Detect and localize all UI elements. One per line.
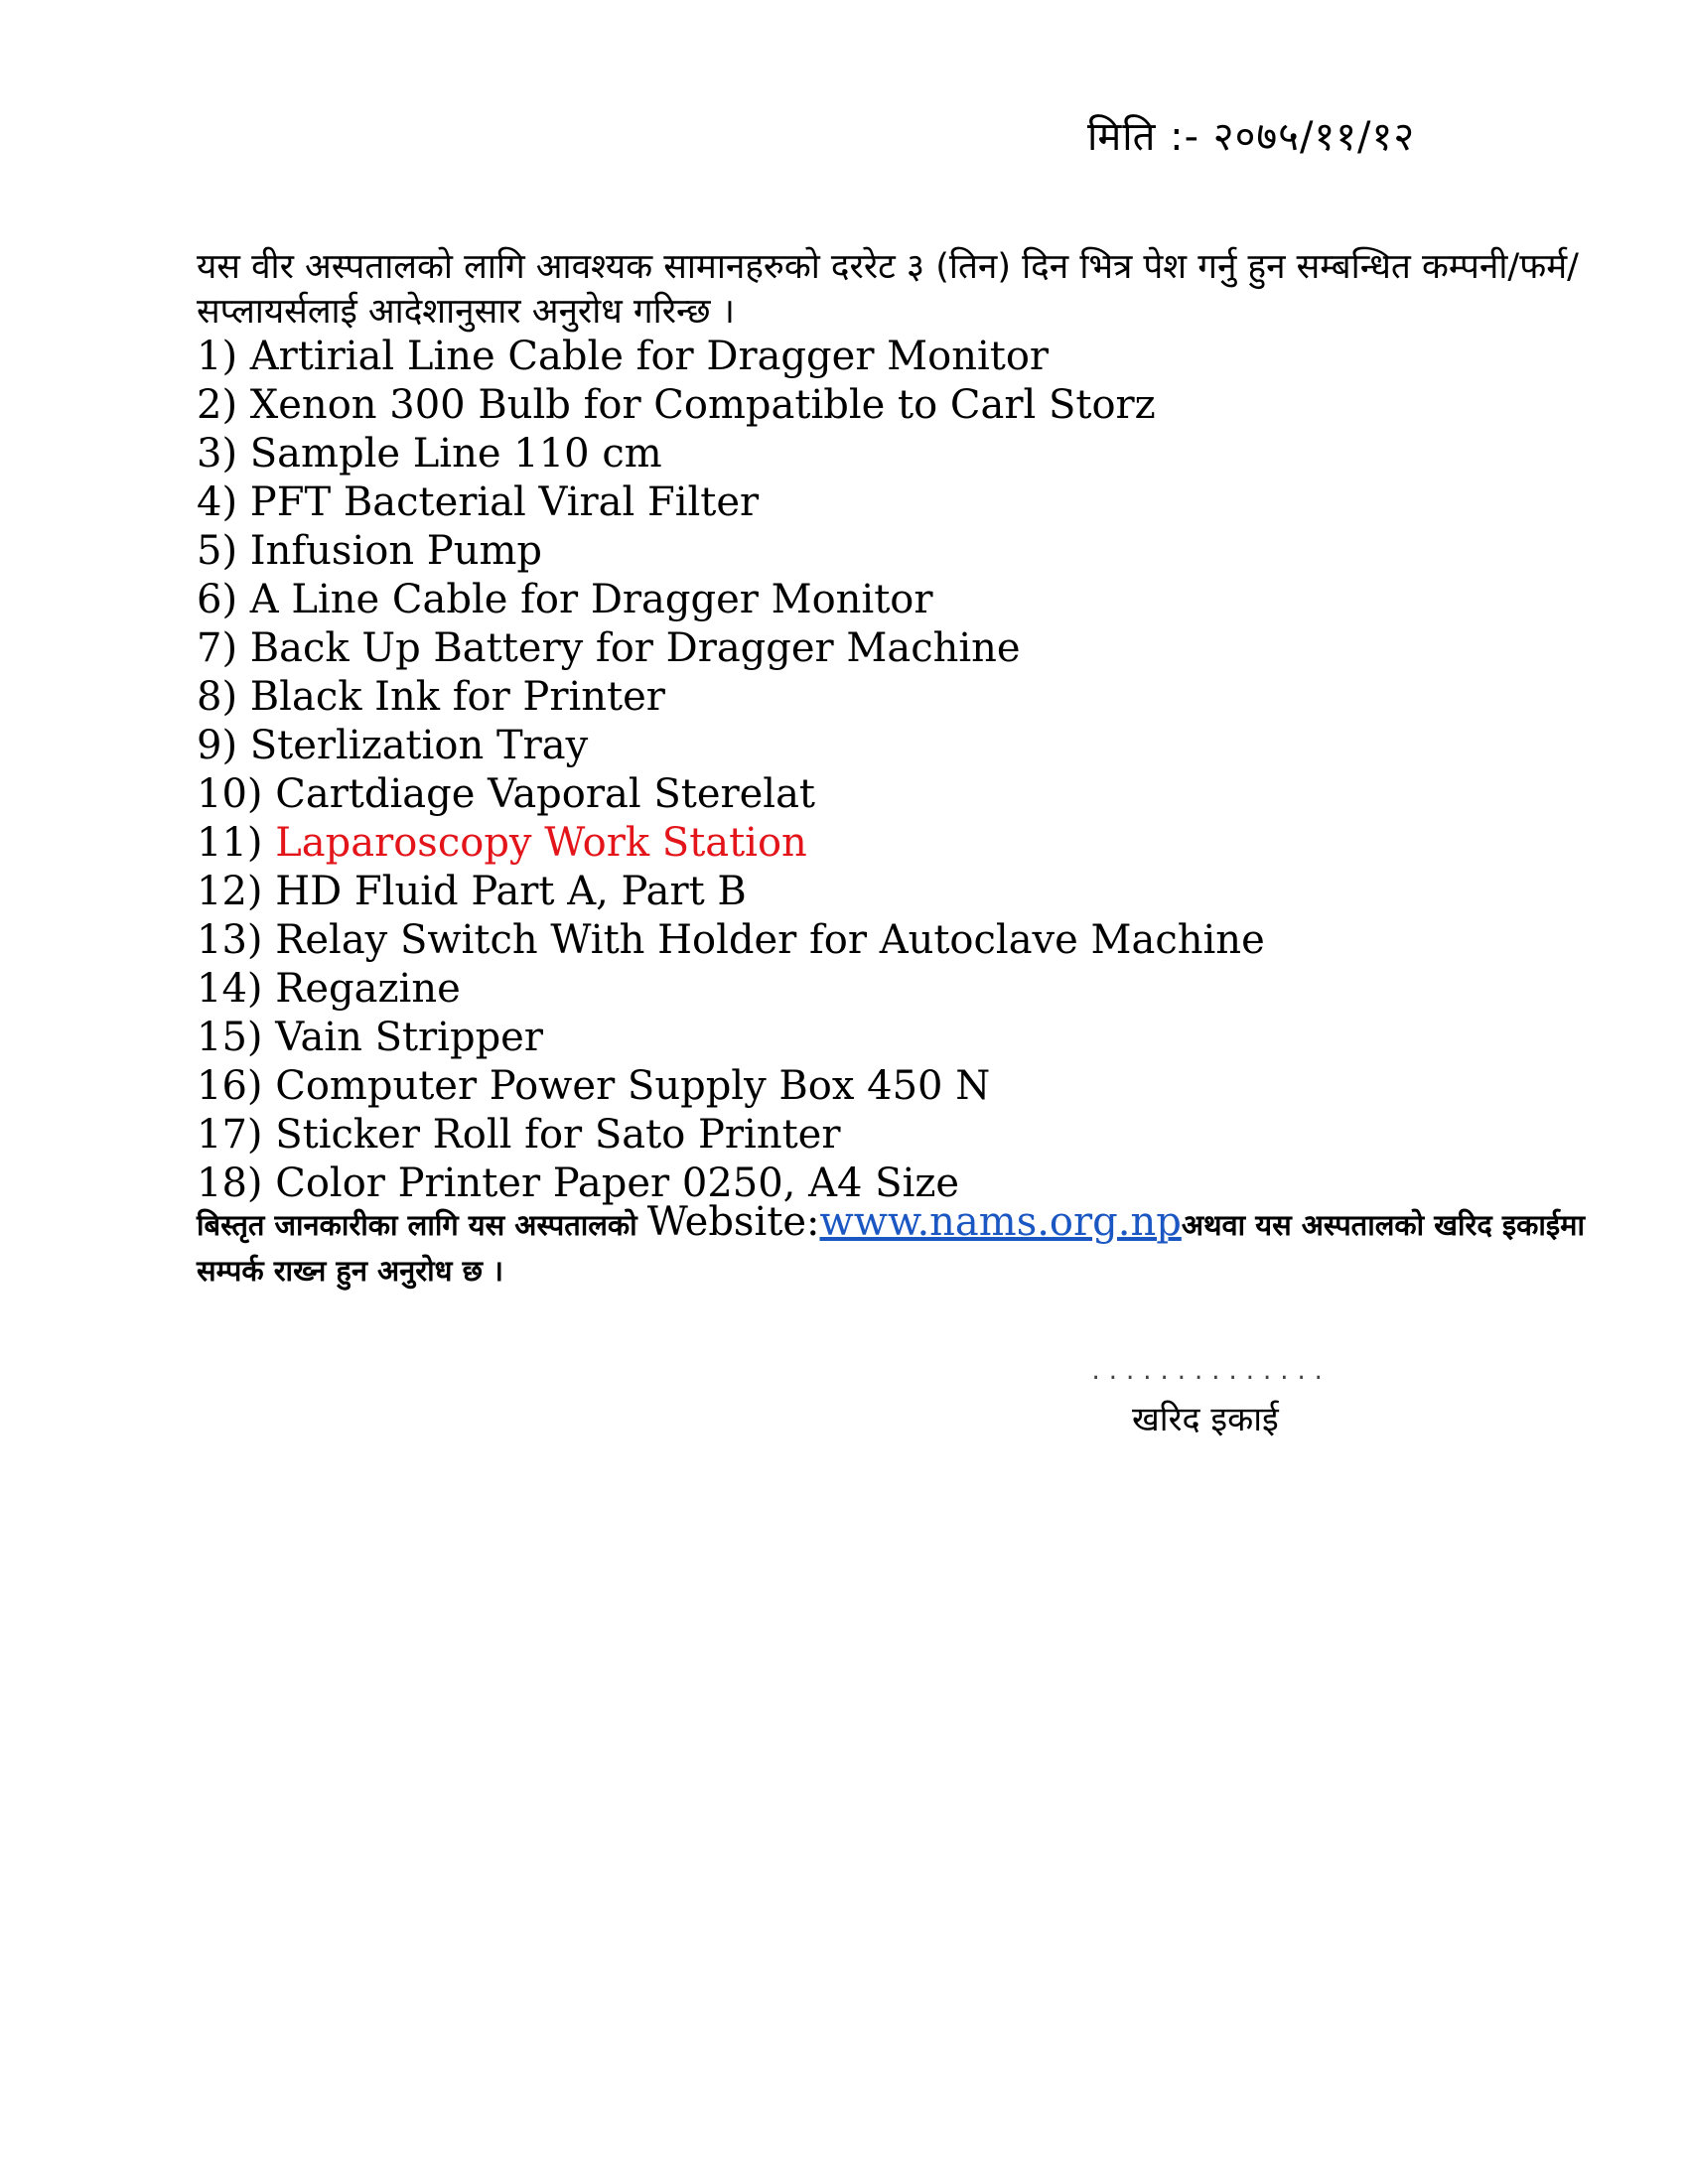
date-line: मिति :- २०७५/११/१२	[1087, 114, 1416, 160]
list-item: 16) Computer Power Supply Box 450 N	[197, 1063, 991, 1109]
intro-paragraph: यस वीर अस्पतालको लागि आवश्यक सामानहरुको दररेट ३ (तिन) दिन भित्र पेश गर्नु हुन सम्बन्धित कम्पनी/फर्म/सप्लायर्सलाई आदेशानुसार अनुरोध गरिन्छ ।	[197, 247, 1579, 332]
list-item-highlighted: 11) Laparoscopy Work Station	[197, 820, 807, 866]
list-item: 5) Infusion Pump	[197, 528, 542, 574]
list-item: 10) Cartdiage Vaporal Sterelat	[197, 771, 816, 817]
footer-note	[197, 1199, 1587, 1294]
list-item: 2) Xenon 300 Bulb for Compatible to Carl Storz	[197, 382, 1156, 428]
list-item: 14) Regazine	[197, 966, 461, 1012]
list-item: 7) Back Up Battery for Dragger Machine	[197, 625, 1021, 671]
list-item: 17) Sticker Roll for Sato Printer	[197, 1112, 841, 1158]
list-item: 15) Vain Stripper	[197, 1015, 543, 1060]
website-link[interactable]: www.nams.org.np	[819, 1199, 1182, 1245]
list-item: 6) A Line Cable for Dragger Monitor	[197, 577, 933, 622]
signature-label: खरिद इकाई	[1132, 1400, 1279, 1439]
list-item: 3) Sample Line 110 cm	[197, 431, 662, 477]
list-item: 12) HD Fluid Part A, Part B	[197, 869, 747, 914]
highlighted-item-label: Laparoscopy Work Station	[275, 820, 807, 866]
list-item: 9) Sterlization Tray	[197, 723, 589, 768]
footer-text-before: बिस्तृत जानकारीका लागि यस अस्पतालको	[197, 1208, 647, 1242]
website-label: Website:	[646, 1199, 820, 1245]
list-item: 8) Black Ink for Printer	[197, 674, 665, 720]
list-item: 1) Artirial Line Cable for Dragger Monitor	[197, 334, 1050, 379]
list-item: 4) PFT Bacterial Viral Filter	[197, 479, 760, 525]
signature-dotted-line: ..............	[1089, 1360, 1330, 1385]
footer-text-after: अथवा यस अस्पतालको खरिद इकाईमा सम्पर्क राख्न हुन अनुरोध छ ।	[197, 1208, 1585, 1288]
list-item: 18) Color Printer Paper 0250, A4 Size	[197, 1160, 960, 1206]
list-item: 13) Relay Switch With Holder for Autoclave Machine	[197, 917, 1265, 963]
item-list	[197, 333, 1537, 1208]
